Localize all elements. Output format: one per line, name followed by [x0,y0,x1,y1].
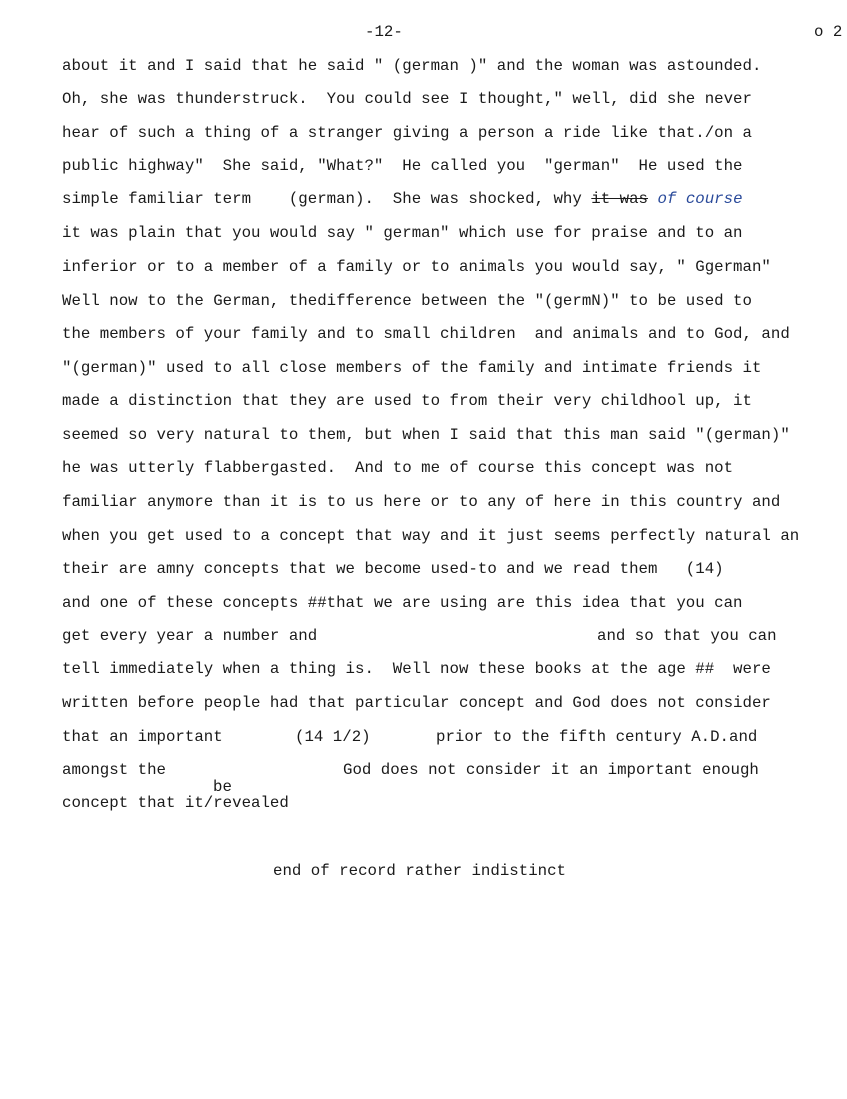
text-line: concept that it/revealed [62,794,289,812]
text-line: inferior or to a member of a family or to animals you would say, " Ggerman" [62,258,771,276]
text-line: familiar anymore than it is to us here or to any of here in this country and [62,493,781,511]
text-line: public highway" She said, "What?" He called you "german" He used the [62,157,743,175]
text-line: Oh, she was thunderstruck. You could see I thought," well, did she never [62,90,752,108]
text-line: when you get used to a concept that way and it just seems perfectly natural an [62,527,800,545]
text-segment: simple familiar term (german). She was shocked, why [62,190,592,208]
page-number: -12- [365,23,403,41]
text-line: about it and I said that he said " (german )" and the woman was astounded. [62,57,762,75]
text-line-right: and so that you can [597,627,777,645]
struck-text: it was [591,190,649,208]
footer-note: end of record rather indistinct [273,862,566,880]
text-line: hear of such a thing of a stranger giving a person a ride like that./on a [62,124,752,142]
text-line: amongst the [62,761,166,779]
text-line: Well now to the German, thedifference between the "(germN)" to be used to [62,292,752,310]
text-line: and one of these concepts ##that we are using are this idea that you can [62,594,743,612]
text-line: made a distinction that they are used to from their very childhool up, it [62,392,752,410]
text-line: it was plain that you would say " german" which use for praise and to an [62,224,743,242]
text-line: their are amny concepts that we become used-to and we read them (14) [62,560,724,578]
text-line-right: prior to the fifth century A.D.and [436,728,758,746]
text-line: he was utterly flabbergasted. And to me of course this concept was not [62,459,734,477]
text-line: written before people had that particular concept and God does not consider [62,694,771,712]
text-line: that an important [62,728,223,746]
text-line: get every year a number and [62,627,318,645]
text-line: "(german)" used to all close members of the family and intimate friends it [62,359,762,377]
page-reference: o 2 [814,23,843,41]
text-line [62,190,743,208]
handwritten-correction: of course [657,190,743,208]
text-line-right: God does not consider it an important enough [343,761,759,779]
text-line: the members of your family and to small children and animals and to God, and [62,325,790,343]
text-line: tell immediately when a thing is. Well now these books at the age ## were [62,660,771,678]
text-line: seemed so very natural to them, but when I said that this man said "(german)" [62,426,790,444]
text-line-mid: (14 1/2) [295,728,371,746]
inserted-word: be [213,778,232,796]
